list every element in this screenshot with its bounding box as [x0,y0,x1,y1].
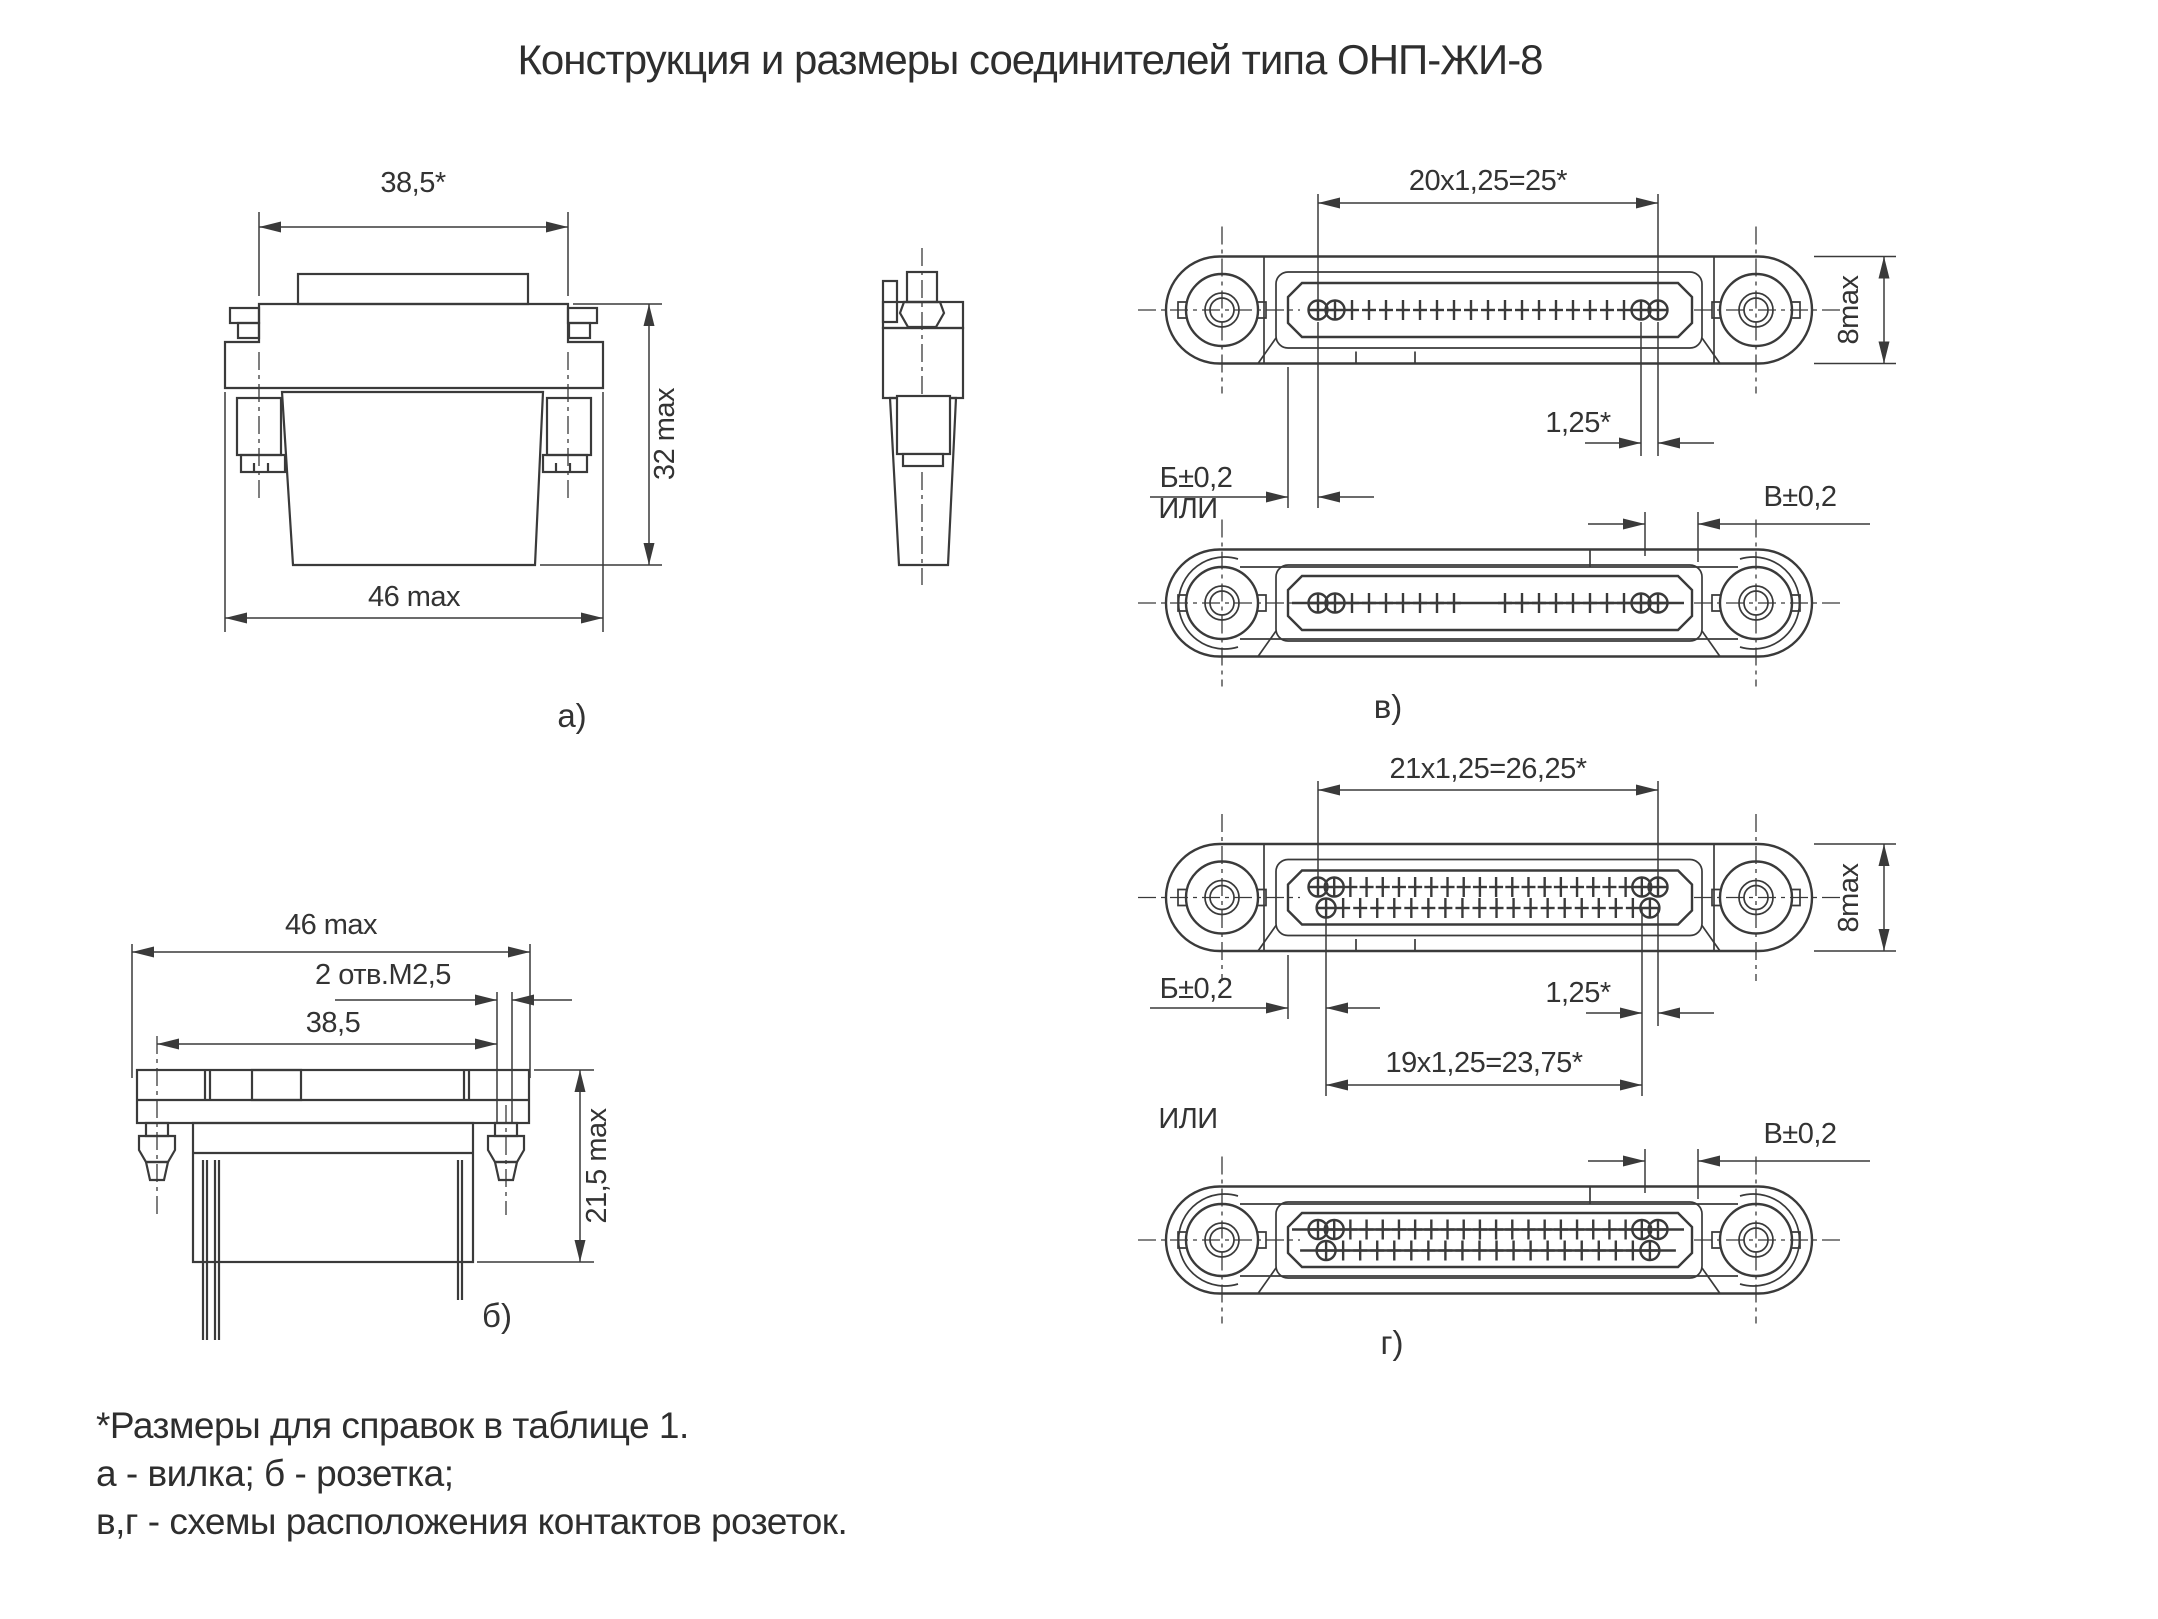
label-view-b: б) [482,1297,512,1334]
dim-g-row2-total: 19x1,25=23,75* [1385,1047,1583,1079]
connector-face-v-plain [1138,227,1840,394]
or-word-v: ИЛИ [1158,493,1218,525]
dim-g-offset-b: Б±0,2 [1159,973,1233,1005]
footnote-views-vg: в,г - схемы расположения контактов розеток. [96,1501,848,1542]
dim-v-offset-v: В±0,2 [1763,481,1837,513]
dim-g-row1-total: 21x1,25=26,25* [1389,753,1587,785]
dimension-lines [132,194,1896,1262]
dim-v-pitch-total: 20x1,25=25* [1408,165,1568,197]
label-view-v: в) [1373,688,1403,725]
dim-v-height: 8max [1833,275,1865,345]
dim-v-offset-b: Б±0,2 [1159,462,1233,494]
text-layer [285,165,1865,1361]
footnote-reference: *Размеры для справок в таблице 1. [96,1405,689,1446]
connector-face-g-or [1138,1157,1840,1324]
view-a-plug-front [225,274,603,565]
dim-g-offset-v: В±0,2 [1763,1118,1837,1150]
or-word-g: ИЛИ [1158,1103,1218,1135]
label-view-g: г) [1380,1324,1404,1361]
dim-socket-holes: 2 отв.М2,5 [315,959,451,991]
view-plug-side [883,248,963,585]
footnotes [96,1402,847,1546]
view-b-socket-side [137,1036,529,1340]
dim-socket-width-top: 46 max [284,909,378,941]
label-view-a: а) [557,697,587,734]
page-title: Конструкция и размеры соединителей типа ОНП-ЖИ-8 [517,36,1543,83]
dim-plug-width-top: 38,5* [380,167,446,199]
dim-plug-width-bottom: 46 max [367,581,461,613]
dim-g-height: 8max [1833,863,1865,933]
dim-g-pitch: 1,25* [1545,977,1611,1009]
dim-v-pitch: 1,25* [1545,407,1611,439]
dim-socket-height: 21,5 max [581,1108,613,1224]
footnote-views-ab: а - вилка; б - розетка; [96,1453,454,1494]
connector-face-g-plain [1138,814,1840,981]
dim-plug-height: 32 max [649,387,681,481]
dim-socket-width-inner: 38,5 [305,1007,361,1039]
connector-face-v-or [1138,520,1840,687]
